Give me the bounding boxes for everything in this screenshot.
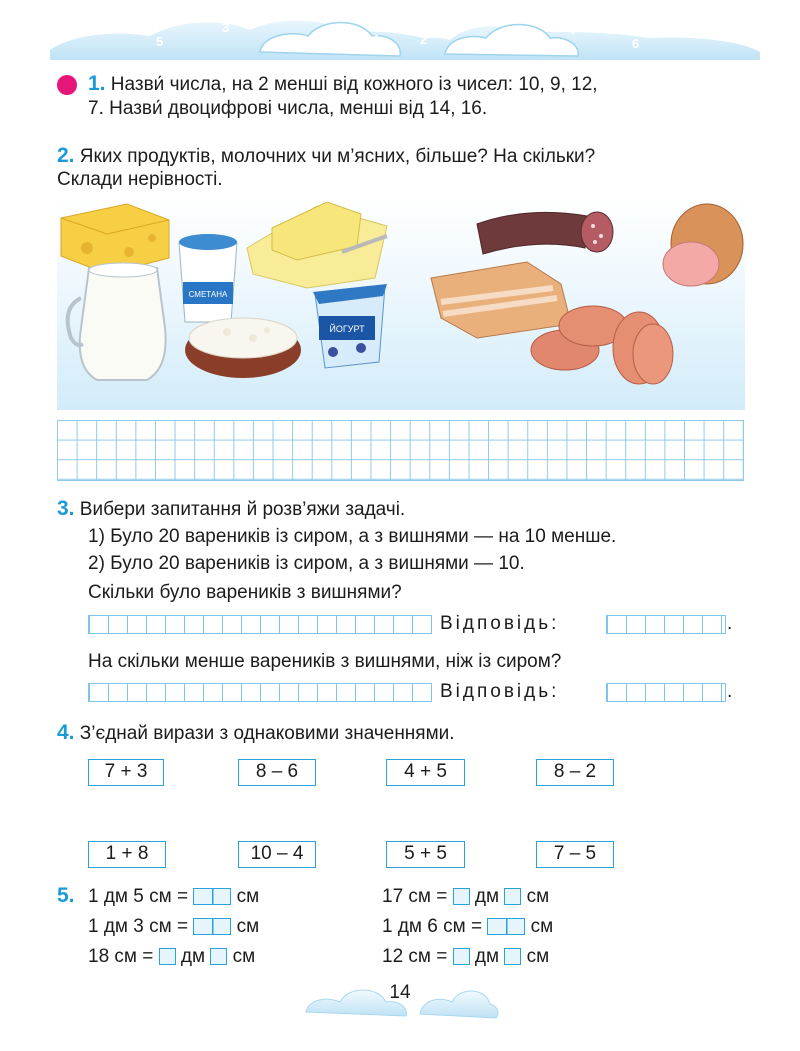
conversion-unit: см: [236, 886, 260, 907]
task-1-number: 1.: [88, 72, 106, 95]
conversion-prefix: 1 дм 5 см =: [88, 886, 189, 907]
cloud-digit: 0: [397, 14, 405, 29]
conversion-unit: см: [526, 886, 550, 907]
task-3-problem-2: 2) Було 20 вареників із сиром, а з вишнями — 10.: [88, 553, 525, 574]
task-3-number: 3.: [57, 497, 75, 520]
header-cloud-band: [50, 0, 760, 68]
cloud-digit: 8: [708, 22, 716, 37]
answer-box-cm[interactable]: [504, 888, 521, 905]
cloud-digit: 5: [156, 34, 164, 49]
task-3: [57, 497, 405, 522]
solution-cells-1[interactable]: [88, 615, 432, 634]
expression-top-3[interactable]: 4 + 5: [386, 759, 465, 786]
task-3-question-1: Скільки було вареників з вишнями?: [88, 582, 402, 603]
conversion-unit: см: [236, 916, 260, 937]
conversion-unit-dm: дм: [180, 946, 206, 967]
conversion-prefix: 18 см =: [88, 946, 154, 967]
task-4: [57, 721, 455, 746]
yogurt-cup-image: [313, 284, 387, 368]
answer-box-dm[interactable]: [453, 948, 470, 965]
conversion-left-1: [88, 885, 259, 909]
task-2-line-1: Яких продуктів, молочних чи м’ясних, більше? На скільки?: [79, 146, 596, 167]
answer-box-two-digit[interactable]: [193, 888, 231, 905]
answer-cells-1[interactable]: [606, 615, 726, 634]
conversion-unit: см: [526, 946, 550, 967]
conversion-prefix: 1 дм 3 см =: [88, 916, 189, 937]
answer-label-2: Відповідь:: [440, 681, 560, 702]
task-3-question-2: На скільки менше вареників з вишнями, ніж із сиром?: [88, 651, 562, 672]
expression-bottom-2[interactable]: 10 – 4: [238, 841, 316, 868]
answer-box-dm[interactable]: [453, 888, 470, 905]
conversion-prefix: 12 см =: [382, 946, 448, 967]
conversion-right-2: [382, 915, 553, 939]
writing-grid[interactable]: [57, 420, 744, 481]
task-2: [57, 144, 595, 169]
answer-box-dm[interactable]: [159, 948, 176, 965]
task-4-number: 4.: [57, 721, 75, 744]
conversion-left-2: [88, 915, 259, 939]
yogurt-label: ЙОГУРТ: [329, 324, 365, 334]
task-5-number: 5.: [57, 884, 75, 907]
expression-bottom-4[interactable]: 7 – 5: [536, 841, 614, 868]
task-1-line-1: Назви́ числа, на 2 менші від кожного із чисел: 10, 9, 12,: [110, 74, 598, 95]
task-4-text: З’єднай вирази з однаковими значеннями.: [79, 723, 455, 744]
task-1-line-2: 7. Назви́ двоцифрові числа, менші від 14, 16.: [88, 98, 488, 119]
task-3-problem-1: 1) Було 20 вареників із сиром, а з вишнями — на 10 менше.: [88, 526, 617, 547]
answer-box-two-digit[interactable]: [487, 918, 525, 935]
cottage-cheese-bowl-image: [185, 318, 301, 378]
food-illustration: [57, 198, 745, 410]
smetana-cup-image: [179, 234, 237, 322]
page-number: 14: [389, 982, 411, 1003]
answer-label-1: Відповідь:: [440, 613, 560, 634]
oral-task-marker: [57, 75, 77, 95]
task-2-line-2: Склади нерівності.: [57, 169, 223, 190]
conversion-unit-dm: дм: [474, 886, 500, 907]
answer-period-1: .: [727, 613, 733, 634]
conversion-right-3: [382, 945, 549, 969]
task-1: [88, 72, 598, 97]
conversion-unit: см: [232, 946, 256, 967]
cloud-digit: 1: [373, 32, 381, 47]
task-3-intro: Вибери запитання й розв’яжи задачі.: [79, 499, 406, 520]
solution-cells-2[interactable]: [88, 683, 432, 702]
conversion-right-1: [382, 885, 549, 909]
conversion-unit-dm: дм: [474, 946, 500, 967]
conversion-unit: см: [530, 916, 554, 937]
cloud-digit: 7: [108, 20, 116, 35]
conversion-prefix: 1 дм 6 см =: [382, 916, 483, 937]
task-2-number: 2.: [57, 144, 75, 167]
answer-box-two-digit[interactable]: [193, 918, 231, 935]
answer-box-cm[interactable]: [210, 948, 227, 965]
expression-top-4[interactable]: 8 – 2: [536, 759, 614, 786]
expression-top-1[interactable]: 7 + 3: [88, 759, 164, 786]
cloud-digit: 4: [568, 22, 576, 37]
conversion-left-3: [88, 945, 255, 969]
expression-top-2[interactable]: 8 – 6: [238, 759, 316, 786]
answer-box-cm[interactable]: [504, 948, 521, 965]
conversion-prefix: 17 см =: [382, 886, 448, 907]
cloud-digit: 6: [632, 36, 640, 51]
expression-bottom-1[interactable]: 1 + 8: [88, 841, 166, 868]
cloud-digit: 3: [222, 20, 230, 35]
smetana-label: СМЕТАНА: [188, 290, 228, 299]
answer-period-2: .: [727, 681, 733, 702]
cloud-digit: 2: [420, 32, 428, 47]
expression-bottom-3[interactable]: 5 + 5: [386, 841, 465, 868]
answer-cells-2[interactable]: [606, 683, 726, 702]
